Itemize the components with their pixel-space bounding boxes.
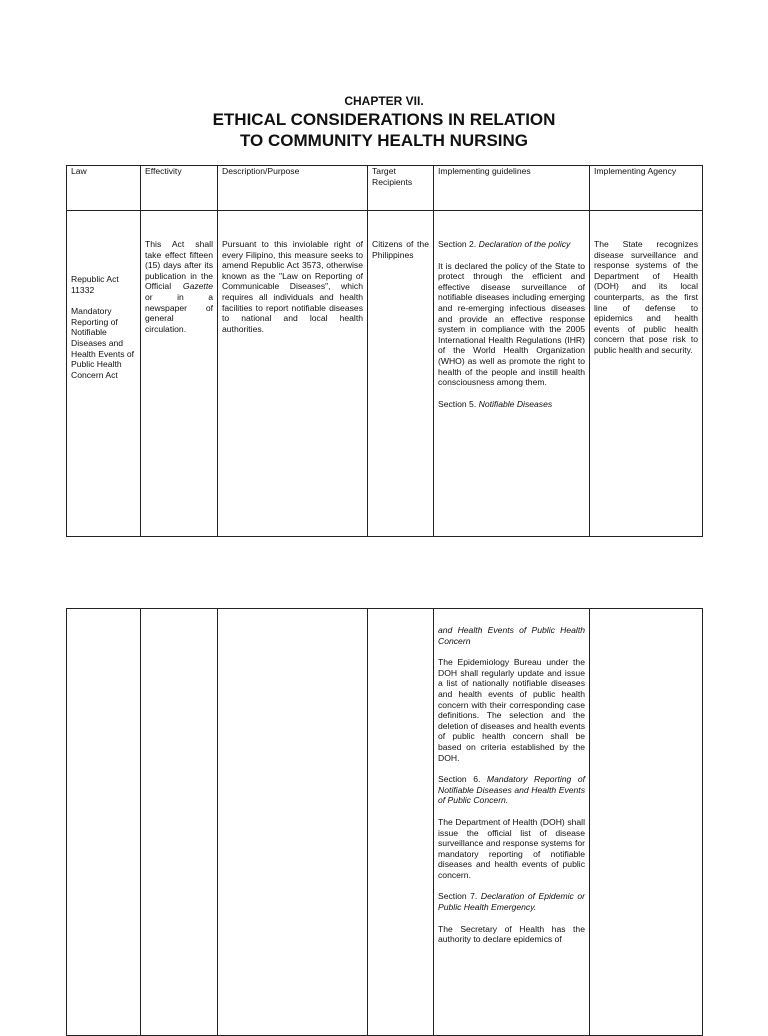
effectivity-text-end: or in a newspaper of general circulation. <box>145 291 213 334</box>
section-6-label: Section 6. <box>438 774 487 785</box>
description-cell-empty <box>218 609 368 1036</box>
column-header-description: Description/Purpose <box>218 166 368 211</box>
table-row <box>67 211 703 537</box>
column-header-target: Target Recipients <box>368 166 434 211</box>
agency-cell: The State recognizes disease surveillance and response systems of the Department of Health (DOH) and its local counterparts, as the first line of defense to epidemics and health events of public health concern that pose risk to public health and security. <box>590 211 703 537</box>
law-title: Mandatory Reporting of Notifiable Diseases and Health Events of Public Health Concern Act <box>71 306 135 380</box>
section-6-text: The Department of Health (DOH) shall issue the official list of disease surveillance and response systems for mandatory reporting of notifiable diseases and health events of public concern. <box>438 816 585 880</box>
column-header-agency: Implementing Agency <box>590 166 703 211</box>
effectivity-gazette: Gazette <box>182 281 213 292</box>
effectivity-cell-empty <box>141 609 218 1036</box>
law-cell <box>67 211 141 537</box>
agency-cell-empty <box>590 609 703 1036</box>
section-5-text: The Epidemiology Bureau under the DOH shall regularly update and issue a list of nationally notifiable diseases and health events of public health concern with their corresponding case definitions. The selection and the deletion of diseases and health events of public health concern shall be based on criteria established by the DOH. <box>438 657 585 763</box>
effectivity-cell <box>141 211 218 537</box>
guidelines-cell-continued <box>434 609 590 1036</box>
column-header-law: Law <box>67 166 141 211</box>
effectivity-text: This Act shall take effect fifteen (15) days after its publication in the Official <box>145 239 213 292</box>
guidelines-cell <box>434 211 590 537</box>
page-title-line1: ETHICAL CONSIDERATIONS IN RELATION <box>212 110 556 129</box>
table-row <box>67 609 703 1036</box>
table-header-row <box>67 166 703 211</box>
target-cell-empty <box>368 609 434 1036</box>
column-header-guidelines: Implementing guidelines <box>434 166 590 211</box>
description-cell: Pursuant to this inviolable right of every Filipino, this measure seeks to amend Republic Act 3573, otherwise known as the "Law on Reporting of Communicable Diseases", which requires all individuals and health facilities to report notifiable diseases to national and local health authorities. <box>218 211 368 537</box>
law-table-continued <box>66 608 703 1036</box>
section-2-text: It is declared the policy of the State to protect through the efficient and effective disease surveillance of notifiable diseases including emerging and re-emerging infectious diseases and provide an effective response system in compliance with the 2005 International Health Regulations (IHR) of the World Health Organization (WHO) as well as promote the right to health of the people and instill health consciousness among them. <box>438 260 585 388</box>
law-table <box>66 165 703 537</box>
section-5-label: Section 5. <box>438 398 479 409</box>
law-cell-empty <box>67 609 141 1036</box>
column-header-effectivity: Effectivity <box>141 166 218 211</box>
target-cell: Citizens of the Philippines <box>368 211 434 537</box>
section-7-label: Section 7. <box>438 891 481 902</box>
section-6-title: Mandatory Reporting of Notifiable Diseases and Health Events of Public Concern. <box>438 774 586 806</box>
chapter-heading: CHAPTER VII. <box>344 94 424 108</box>
section-2-title: Declaration of the policy <box>478 239 571 249</box>
section-2-label: Section 2. <box>438 239 479 249</box>
section-5-title: Notifiable Diseases <box>478 398 553 409</box>
section-7-title: Declaration of Epidemic or Public Health Emergency. <box>438 891 585 913</box>
section-7-text: The Secretary of Health has the authority to declare epidemics of <box>438 923 585 945</box>
section-5-title-continued: and Health Events of Public Health Concern <box>438 625 585 646</box>
page-title-line2: TO COMMUNITY HEALTH NURSING <box>239 131 529 150</box>
law-name: Republic Act 11332 <box>71 274 119 295</box>
